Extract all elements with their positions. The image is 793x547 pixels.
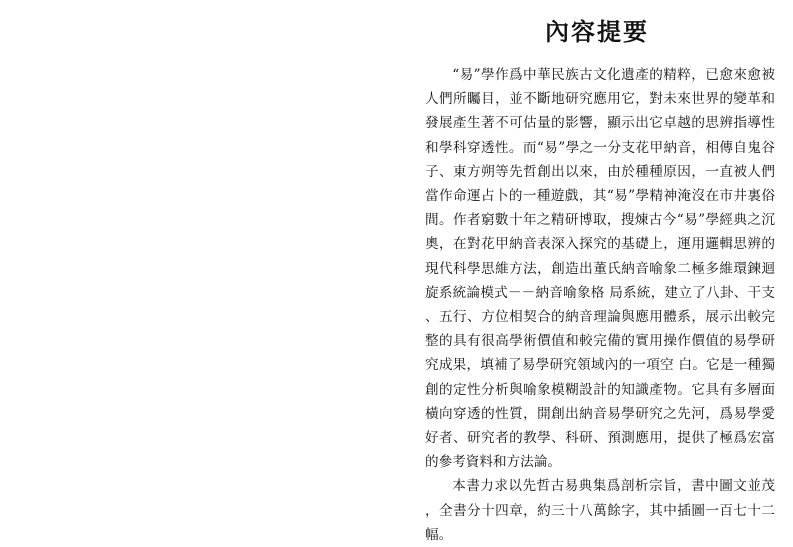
summary-body (425, 63, 775, 547)
page-title: 內容提要 (545, 17, 649, 46)
summary-paragraph-1: “易”學作爲中華民族古文化遺產的精粹，已愈來愈被人們所矚目，並不斷地研究應用它，對未來世界的變革和發展產生著不可估量的影響，顯示出它卓越的思辨指導性和學科穿透性。而“易”學之一分支花甲納音，相傳自鬼谷子、東方朔等先哲創出以來，由於種種原因，一直被人們當作命運占卜的一種遊戲，其“易”學精神淹沒在市井裏俗間。作者窮數十年之精研博取，搜煉古今“易”學經典之沉奧，在對花甲納音表深入探究的基礎上，運用邏輯思辨的現代科學思維方法，創造出董氏納音喻象二極多維環鍊迴旋系統論模式－－納音喻象格 局系統，建立了八卦、干支、五行、方位相契合的納音理論與應用體系，展示出較完整的具有很高學術價值和較完備的實用操作價值的易學研究成果，填補了易學研究領域內的一項空 白。它是一種獨創的定性分析與喻象模糊設計的知識產物。它具有多層面橫向穿透的性質，開創出納音易學研究之先河，爲易學愛好者、研究者的教學、科研、預測應用，提供了極爲宏富的參考資料和方法論。 (425, 67, 775, 471)
summary-paragraph-2: 本書力求以先哲古易典集爲剖析宗旨，書中圖文並茂，全書分十四章，約三十八萬餘字，其中插圖一百七十二幅。 (425, 478, 775, 543)
